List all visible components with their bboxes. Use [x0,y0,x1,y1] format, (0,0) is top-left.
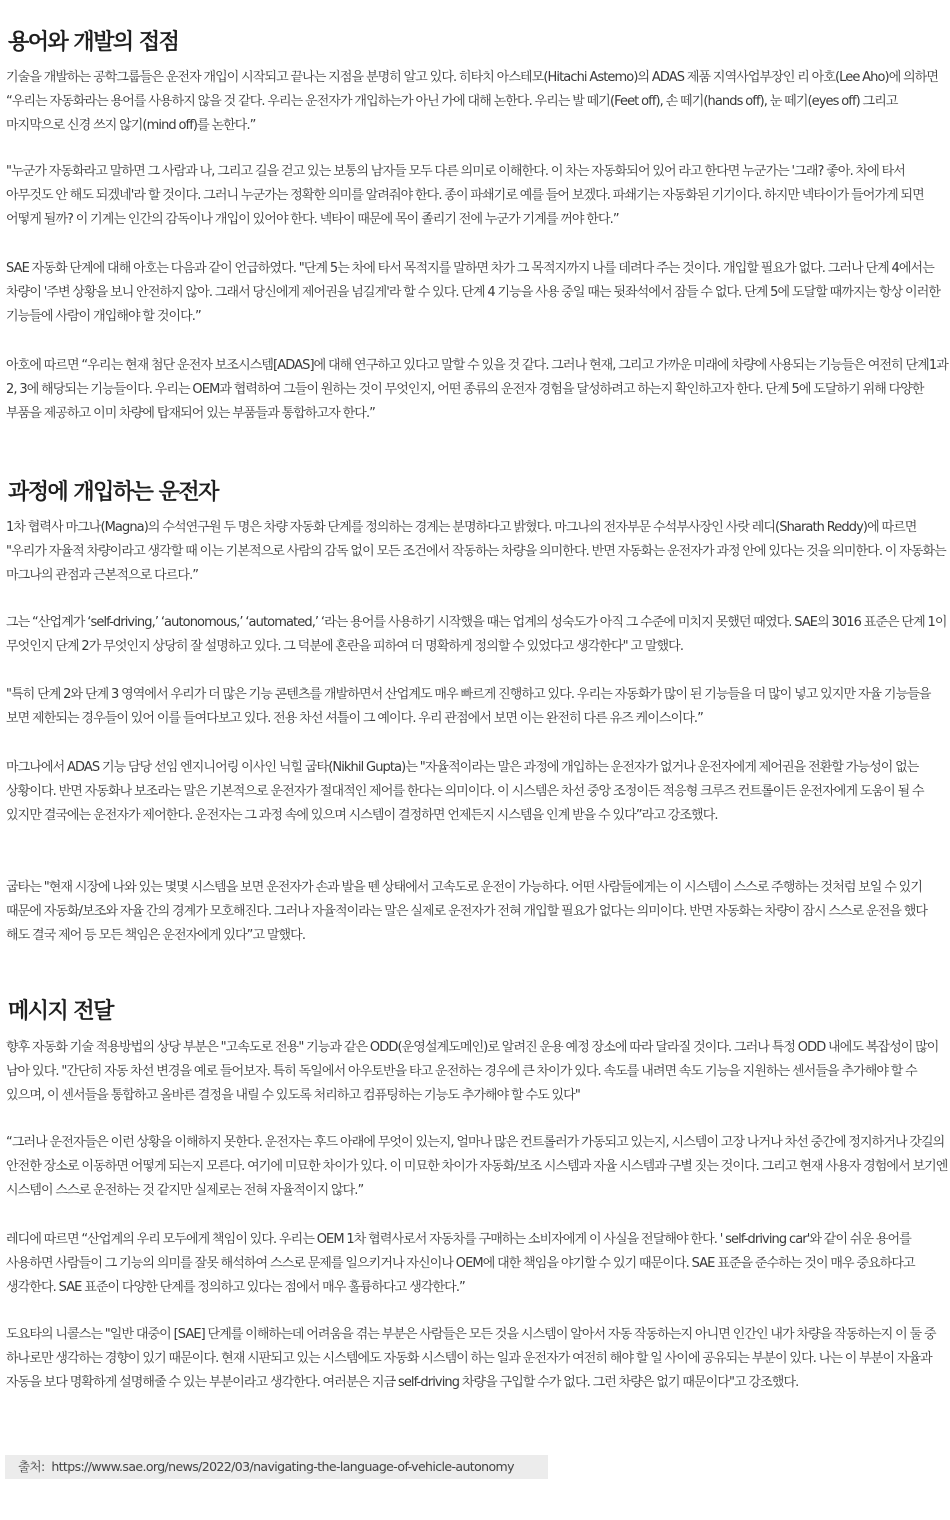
paragraph: 도요타의 니콜스는 "일반 대중이 [SAE] 단계를 이해하는데 어려움을 겪는 부분은 사람들은 모든 것을 시스템이 알아서 자동 작동하는지 아니면 인간인 내가 차량을 작동하는지 이 둘 중 하나로만 생각하는 경향이 있기 때문이다. 현재 시판되고 있는 시스템에도 자동화 시스템이 하는 일과 운전자가 여전히 해야 할 일 사이에 공유되는 부분이 있다. 나는 이 부분이 자율과 자동을 보다 명확하게 설명해줄 수 있는 부분이라고 생각한다. 여러분은 지금 self-driving 차량을 구입할 수가 없다. 그런 차량은 없기 때문이다"고 강조했다. [6,1327,936,1390]
paragraph: 레디에 따르면 “산업계의 우리 모두에게 책임이 있다. 우리는 OEM 1차 협력사로서 자동차를 구매하는 소비자에게 이 사실을 전달해야 한다. ' self-driving car'와 같이 쉬운 용어를 사용하면 사람들이 그 기능의 의미를 잘못 해석하여 스스로 문제를 일으키거나 자신이나 OEM에 대한 책임을 야기할 수 있기 때문이다. SAE 표준을 준수하는 것이 매우 중요하다고 생각한다. SAE 표준이 다양한 단계를 정의하고 있다는 점에서 매우 훌륭하다고 생각한다.” [6,1232,915,1295]
paragraph: SAE 자동화 단계에 대해 아호는 다음과 같이 언급하였다. "단계 5는 차에 타서 목적지를 말하면 차가 그 목적지까지 나를 데려다 주는 것이다. 개입할 필요가 없다. 그러나 단계 4에서는 차량이 '주변 상황을 보니 안전하지 않아. 그래서 당신에게 제어권을 넘길게'라 할 수 있다. 단계 4 기능을 사용 중일 때는 뒷좌석에서 잠들 수 없다. 단계 5에 도달할 때까지는 항상 이러한 기능들에 사람이 개입해야 할 것이다.” [6,261,941,324]
paragraph: "누군가 자동화라고 말하면 그 사람과 나, 그리고 길을 걷고 있는 보통의 남자들 모두 다른 의미로 이해한다. 이 차는 자동화되어 있어 라고 한다면 누군가는 '그래? 좋아. 차에 타서 아무것도 안 해도 되겠네'라 할 것이다. 그러니 누군가는 정확한 의미를 알려줘야 한다. 종이 파쇄기로 예를 들어 보겠다. 파쇄기는 자동화된 기기이다. 하지만 넥타이가 들어가게 되면 어떻게 될까? 이 기계는 인간의 감독이나 개입이 있어야 한다. 넥타이 때문에 목이 졸리기 전에 누군가 기계를 꺼야 한다.” [6,164,924,227]
paragraph: "특히 단계 2와 단계 3 영역에서 우리가 더 많은 기능 콘텐츠를 개발하면서 산업계도 매우 빠르게 진행하고 있다. 우리는 자동화가 많이 된 기능들을 더 많이 넣고 있지만 자율 기능들을 보면 제한되는 경우들이 있어 이를 들여다보고 있다. 전용 차선 셔틀이 그 예이다. 우리 관점에서 보면 이는 완전히 다른 유즈 케이스이다.” [6,687,931,726]
source-label: 출처: [18,1459,45,1474]
source-url: https://www.sae.org/news/2022/03/navigating-the-language-of-vehicle-autonomy [51,1459,514,1474]
paragraph: 1차 협력사 마그나(Magna)의 수석연구원 두 명은 차량 자동화 단계를 정의하는 경계는 분명하다고 밝혔다. 마그나의 전자부문 수석부사장인 사랏 레디(Sharath Reddy)에 따르면 "우리가 자율적 차량이라고 생각할 때 이는 기본적으로 사람의 감독 없이 모든 조건에서 작동하는 차량을 의미한다. 반면 자동화는 운전자가 과정 안에 있다는 것을 의미한다. 이 자동화는 마그나의 관점과 근본적으로 다르다.” [6,520,946,583]
section-heading-terminology: 용어와 개발의 접점 [8,30,179,55]
paragraph: 기술을 개발하는 공학그룹들은 운전자 개입이 시작되고 끝나는 지점을 분명히 알고 있다. 히타치 아스테모(Hitachi Astemo)의 ADAS 제품 지역사업부장인 리 아호(Lee Aho)에 의하면 “우리는 자동화라는 용어를 사용하지 않을 것 같다. 우리는 운전자가 개입하는가 아닌 가에 대해 논한다. 우리는 발 떼기(Feet off), 손 떼기(hands off), 눈 떼기(eyes off) 그리고 마지막으로 신경 쓰지 않기(mind off)를 논한다.” [6,70,939,133]
paragraph: 마그나에서 ADAS 기능 담당 선임 엔지니어링 이사인 닉힐 굽타(Nikhil Gupta)는 "자율적이라는 말은 과정에 개입하는 운전자가 없거나 운전자에게 제어권을 전환할 가능성이 없는 상황이다. 반면 자동화나 보조라는 말은 기본적으로 운전자가 절대적인 제어를 한다는 의미이다. 이 시스템은 차선 중앙 조정이든 적응형 크루즈 컨트롤이든 운전자에게 도움이 될 수 있지만 결국에는 운전자가 제어한다. 운전자는 그 과정 속에 있으며 시스템이 결정하면 언제든지 시스템을 인계 받을 수 있다”라고 강조했다. [6,760,924,823]
paragraph: 그는 “산업계가 ‘self-driving,’ ‘autonomous,’ ‘automated,’ ‘라는 용어를 사용하기 시작했을 때는 업계의 성숙도가 아직 그 수준에 미치지 못했던 때였다. SAE의 3016 표준은 단계 1이 무엇인지 단계 2가 무엇인지 상당히 잘 설명하고 있다. 그 덕분에 혼란을 피하여 더 명확하게 정의할 수 있었다고 생각한다" 고 말했다. [6,615,947,654]
paragraph: 아호에 따르면 “우리는 현재 첨단 운전자 보조시스템[ADAS]에 대해 연구하고 있다고 말할 수 있을 것 같다. 그러나 현재, 그리고 가까운 미래에 차량에 사용되는 기능들은 여전히 단계1과 2, 3에 해당되는 기능들이다. 우리는 OEM과 협력하여 그들이 원하는 것이 무엇인지, 어떤 종류의 운전자 경험을 달성하려고 하는지 확인하고자 한다. 단계 5에 도달하기 위해 다양한 부품을 제공하고 이미 차량에 탑재되어 있는 부품들과 통합하고자 한다.” [6,358,948,421]
source-citation [5,1455,548,1479]
section-heading-driver-in-loop: 과정에 개입하는 운전자 [8,480,218,505]
paragraph: “그러나 운전자들은 이런 상황을 이해하지 못한다. 운전자는 후드 아래에 무엇이 있는지, 얼마나 많은 컨트롤러가 가동되고 있는지, 시스템이 고장 나거나 차선 중간에 정지하거나 갓길의 안전한 장소로 이동하면 어떻게 되는지 모른다. 여기에 미묘한 차이가 있다. 이 미묘한 차이가 자동화/보조 시스템과 자율 시스템과 구별 짓는 것이다. 그리고 현재 사용자 경험에서 보기엔 시스템이 스스로 운전하는 것 같지만 실제로는 전혀 자율적이지 않다.” [6,1135,948,1198]
paragraph: 굽타는 "현재 시장에 나와 있는 몇몇 시스템을 보면 운전자가 손과 발을 뗀 상태에서 고속도로 운전이 가능하다. 어떤 사람들에게는 이 시스템이 스스로 주행하는 것처럼 보일 수 있기 때문에 자동화/보조와 자율 간의 경계가 모호해진다. 그러나 자율적이라는 말은 실제로 운전자가 전혀 개입할 필요가 없다는 의미이다. 반면 자동화는 차량이 잠시 스스로 운전을 했다 해도 결국 제어 등 모든 책임은 운전자에게 있다”고 말했다. [6,880,928,943]
paragraph: 향후 자동화 기술 적용방법의 상당 부분은 "고속도로 전용" 기능과 같은 ODD(운영설계도메인)로 알려진 운용 예정 장소에 따라 달라질 것이다. 그러나 특정 ODD 내에도 복잡성이 많이 남아 있다. "간단히 자동 차선 변경을 예로 들어보자. 특히 독일에서 아우토반을 타고 운전하는 경우에 큰 차이가 있다. 속도를 내려면 속도 기능을 지원하는 센서들을 추가해야 할 수 있으며, 이 센서들을 통합하고 올바른 결정을 내릴 수 있도록 처리하고 컴퓨팅하는 기능도 추가해야 할 수도 있다" [6,1040,939,1103]
section-heading-messaging: 메시지 전달 [8,999,113,1024]
